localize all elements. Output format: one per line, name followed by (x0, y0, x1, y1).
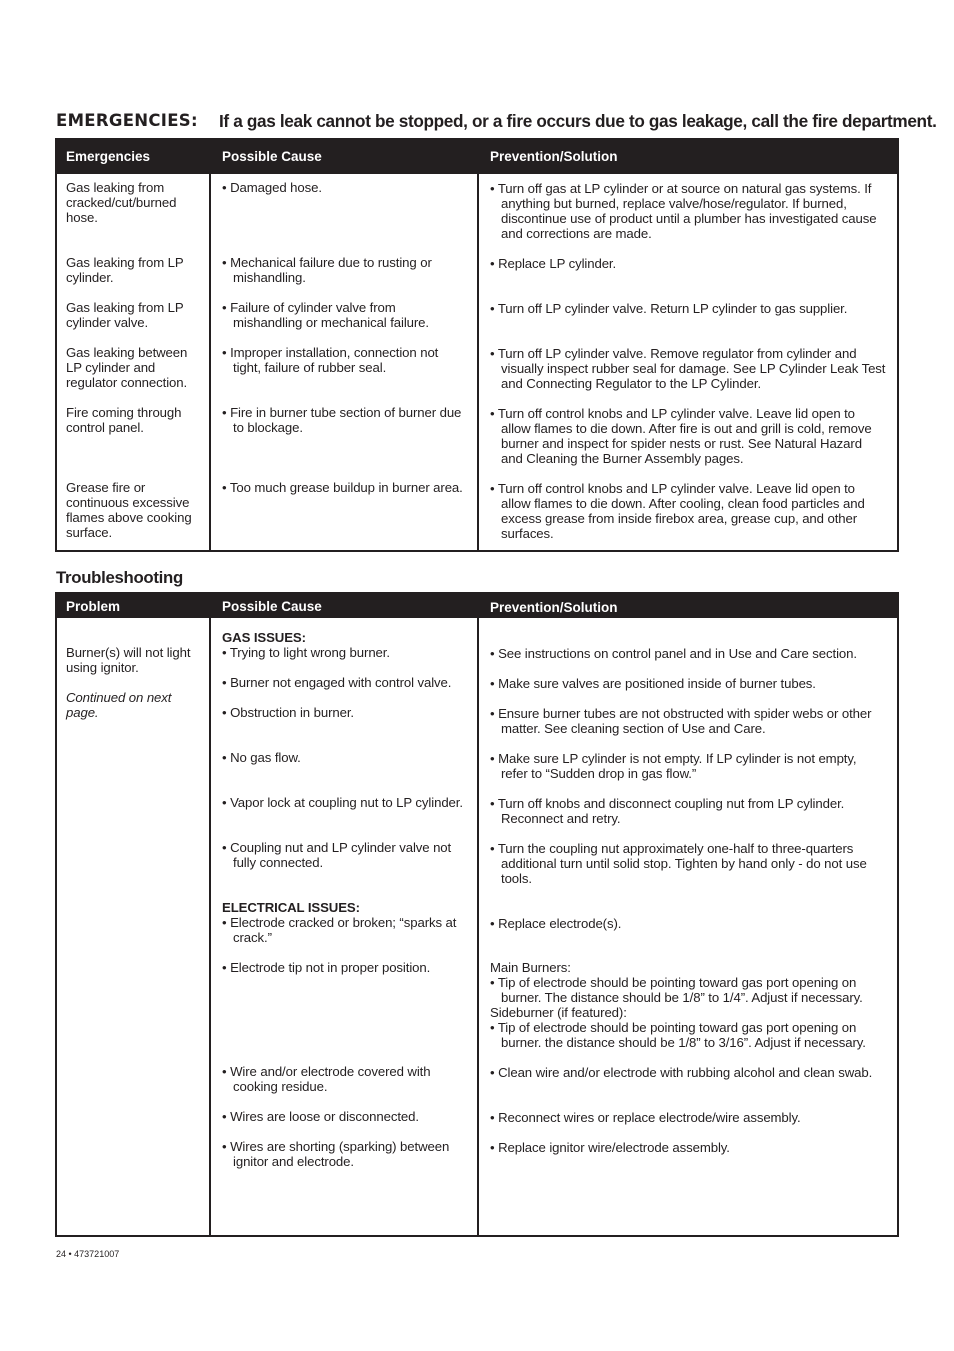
ts-solution-line: additional turn until solid stop. Tighten by hand only - do not use (501, 856, 867, 871)
troubleshooting-border-bottom (55, 1235, 899, 1237)
ts-cause-line: • Vapor lock at coupling nut to LP cylinder. (222, 795, 463, 810)
gas-issues-heading: GAS ISSUES: (222, 630, 306, 645)
ts-solution-line: • Replace ignitor wire/electrode assembly. (490, 1140, 730, 1155)
emergency-problem-line: hose. (66, 210, 98, 225)
troubleshooting-header-col1: Problem (66, 599, 121, 614)
emergency-cause-line: • Failure of cylinder valve from (222, 300, 396, 315)
ts-solution-line: • Make sure valves are positioned inside of burner tubes. (490, 676, 816, 691)
ts-cause-line: • Burner not engaged with control valve. (222, 675, 452, 690)
emergencies-border-left (55, 138, 57, 552)
emergency-solution-line: allow flames to die down. After fire is out and grill is cold, remove (501, 421, 872, 436)
emergency-problem-line: cylinder. (66, 270, 114, 285)
troubleshooting-divider-2 (477, 592, 479, 1237)
emergency-cause-line: mishandling or mechanical failure. (233, 315, 429, 330)
emergency-solution-line: • Turn off LP cylinder valve. Return LP cylinder to gas supplier. (490, 301, 848, 316)
emergencies-title-text: If a gas leak cannot be stopped, or a fire occurs due to gas leakage, call the fire department. (219, 111, 937, 131)
emergency-problem-line: flames above cooking (66, 510, 192, 525)
ts-cause-line: ignitor and electrode. (233, 1154, 354, 1169)
emergency-problem-line: Gas leaking between (66, 345, 188, 360)
emergency-cause-line: • Mechanical failure due to rusting or (222, 255, 432, 270)
ts-cause-line: • Electrode cracked or broken; “sparks at (222, 915, 457, 930)
electrical-issues-heading: ELECTRICAL ISSUES: (222, 900, 360, 915)
emergency-problem-line: Gas leaking from LP (66, 300, 184, 315)
troubleshooting-header-col2: Possible Cause (222, 599, 322, 614)
ts-cause-line: • Electrode tip not in proper position. (222, 960, 431, 975)
ts-solution-line: • Reconnect wires or replace electrode/wire assembly. (490, 1110, 801, 1125)
emergency-problem-line: continuous excessive (66, 495, 190, 510)
emergency-solution-line: anything but burned, replace valve/hose/regulator. If burned, (501, 196, 847, 211)
emergencies-divider-2 (477, 138, 479, 552)
ts-cause-line: • Wire and/or electrode covered with (222, 1064, 431, 1079)
ts-cause-line: • Trying to light wrong burner. (222, 645, 390, 660)
ts-solution-line: burner. The distance should be 1/8” to 1/4”. Adjust if necessary. (501, 990, 863, 1005)
ts-solution-line: • Turn off knobs and disconnect coupling nut from LP cylinder. (490, 796, 845, 811)
ts-solution-line: • Make sure LP cylinder is not empty. If LP cylinder is not empty, (490, 751, 857, 766)
ts-solution-line: burner. the distance should be 1/8” to 3/16”. Adjust if necessary. (501, 1035, 866, 1050)
emergency-cause-line: mishandling. (233, 270, 306, 285)
ts-solution-line: • Clean wire and/or electrode with rubbing alcohol and clean swab. (490, 1065, 873, 1080)
emergency-cause-line: • Fire in burner tube section of burner due (222, 405, 462, 420)
emergency-solution-line: visually inspect rubber seal for damage. See LP Cylinder Leak Test (501, 361, 886, 376)
emergency-solution-line: • Turn off control knobs and LP cylinder valve. Leave lid open to (490, 406, 855, 421)
emergency-solution-line: and corrections are made. (501, 226, 652, 241)
ts-solution-line: • Tip of electrode should be pointing toward gas port opening on (490, 975, 857, 990)
ts-solution-line: • See instructions on control panel and in Use and Care section. (490, 646, 857, 661)
troubleshooting-title: Troubleshooting (56, 568, 183, 587)
emergency-solution-line: • Turn off gas at LP cylinder or at source on natural gas systems. If (490, 181, 872, 196)
emergencies-title-lead: EMERGENCIES: (56, 111, 198, 130)
continued-note-line: Continued on next (66, 690, 172, 705)
troubleshooting-border-right (897, 592, 899, 1237)
emergency-cause-line: to blockage. (233, 420, 303, 435)
ts-solution-line: Main Burners: (490, 960, 571, 975)
emergency-problem-line: regulator connection. (66, 375, 188, 390)
emergency-solution-line: excess grease from inside firebox area, grease cup, and other (501, 511, 858, 526)
emergency-solution-line: and Cleaning the Burner Assembly pages. (501, 451, 744, 466)
ts-solution-line: matter. See cleaning section of Use and Care. (501, 721, 766, 736)
emergencies-header-col2: Possible Cause (222, 149, 322, 164)
emergency-problem-line: Gas leaking from LP (66, 255, 184, 270)
troubleshooting-divider-1 (209, 592, 211, 1237)
emergencies-divider-1 (209, 138, 211, 552)
emergency-solution-line: • Turn off LP cylinder valve. Remove regulator from cylinder and (490, 346, 857, 361)
ts-solution-line: refer to “Sudden drop in gas flow.” (501, 766, 697, 781)
troubleshooting-border-left (55, 592, 57, 1237)
emergency-solution-line: burner and inspect for spider nests or rust. See Natural Hazard (501, 436, 862, 451)
ts-solution-line: Sideburner (if featured): (490, 1005, 627, 1020)
ts-solution-line: • Ensure burner tubes are not obstructed with spider webs or other (490, 706, 872, 721)
continued-note-line: page. (66, 705, 99, 720)
emergency-solution-line: allow flames to die down. After cooling, clean food particles and (501, 496, 865, 511)
emergency-solution-line: discontinue use of product until a plumber has investigated cause (501, 211, 877, 226)
emergency-cause-line: • Improper installation, connection not (222, 345, 439, 360)
ts-solution-line: • Replace electrode(s). (490, 916, 622, 931)
emergency-problem-line: cylinder valve. (66, 315, 149, 330)
ts-solution-line: • Turn the coupling nut approximately one-half to three-quarters (490, 841, 854, 856)
ts-cause-line: • No gas flow. (222, 750, 301, 765)
emergency-solution-line: and Connecting Regulator to the LP Cylinder. (501, 376, 762, 391)
ts-cause-line: • Coupling nut and LP cylinder valve not (222, 840, 452, 855)
emergency-cause-line: tight, failure of rubber seal. (233, 360, 387, 375)
ts-solution-line: tools. (501, 871, 532, 886)
troubleshooting-problem-line: Burner(s) will not light (66, 645, 191, 660)
page-footer: 24 • 473721007 (56, 1249, 120, 1259)
emergency-cause-line: • Damaged hose. (222, 180, 322, 195)
emergency-problem-line: LP cylinder and (66, 360, 156, 375)
emergencies-border-bottom (55, 550, 899, 552)
emergency-problem-line: surface. (66, 525, 113, 540)
ts-cause-line: crack.” (233, 930, 272, 945)
ts-solution-line: • Tip of electrode should be pointing toward gas port opening on (490, 1020, 857, 1035)
troubleshooting-header-col3: Prevention/Solution (490, 600, 618, 615)
emergency-problem-line: Grease fire or (66, 480, 146, 495)
troubleshooting-problem-line: using ignitor. (66, 660, 139, 675)
ts-cause-line: • Wires are loose or disconnected. (222, 1109, 419, 1124)
emergency-problem-line: control panel. (66, 420, 144, 435)
emergencies-border-right (897, 138, 899, 552)
emergency-problem-line: cracked/cut/burned (66, 195, 177, 210)
emergency-solution-line: surfaces. (501, 526, 554, 541)
emergency-cause-line: • Too much grease buildup in burner area. (222, 480, 463, 495)
ts-cause-line: • Wires are shorting (sparking) between (222, 1139, 450, 1154)
ts-solution-line: Reconnect and retry. (501, 811, 621, 826)
ts-cause-line: fully connected. (233, 855, 324, 870)
emergency-problem-line: Gas leaking from (66, 180, 165, 195)
emergency-problem-line: Fire coming through (66, 405, 182, 420)
ts-cause-line: • Obstruction in burner. (222, 705, 354, 720)
ts-cause-line: cooking residue. (233, 1079, 328, 1094)
emergencies-header-col3: Prevention/Solution (490, 149, 618, 164)
emergency-solution-line: • Turn off control knobs and LP cylinder valve. Leave lid open to (490, 481, 855, 496)
emergencies-header-col1: Emergencies (66, 149, 151, 164)
emergency-solution-line: • Replace LP cylinder. (490, 256, 617, 271)
